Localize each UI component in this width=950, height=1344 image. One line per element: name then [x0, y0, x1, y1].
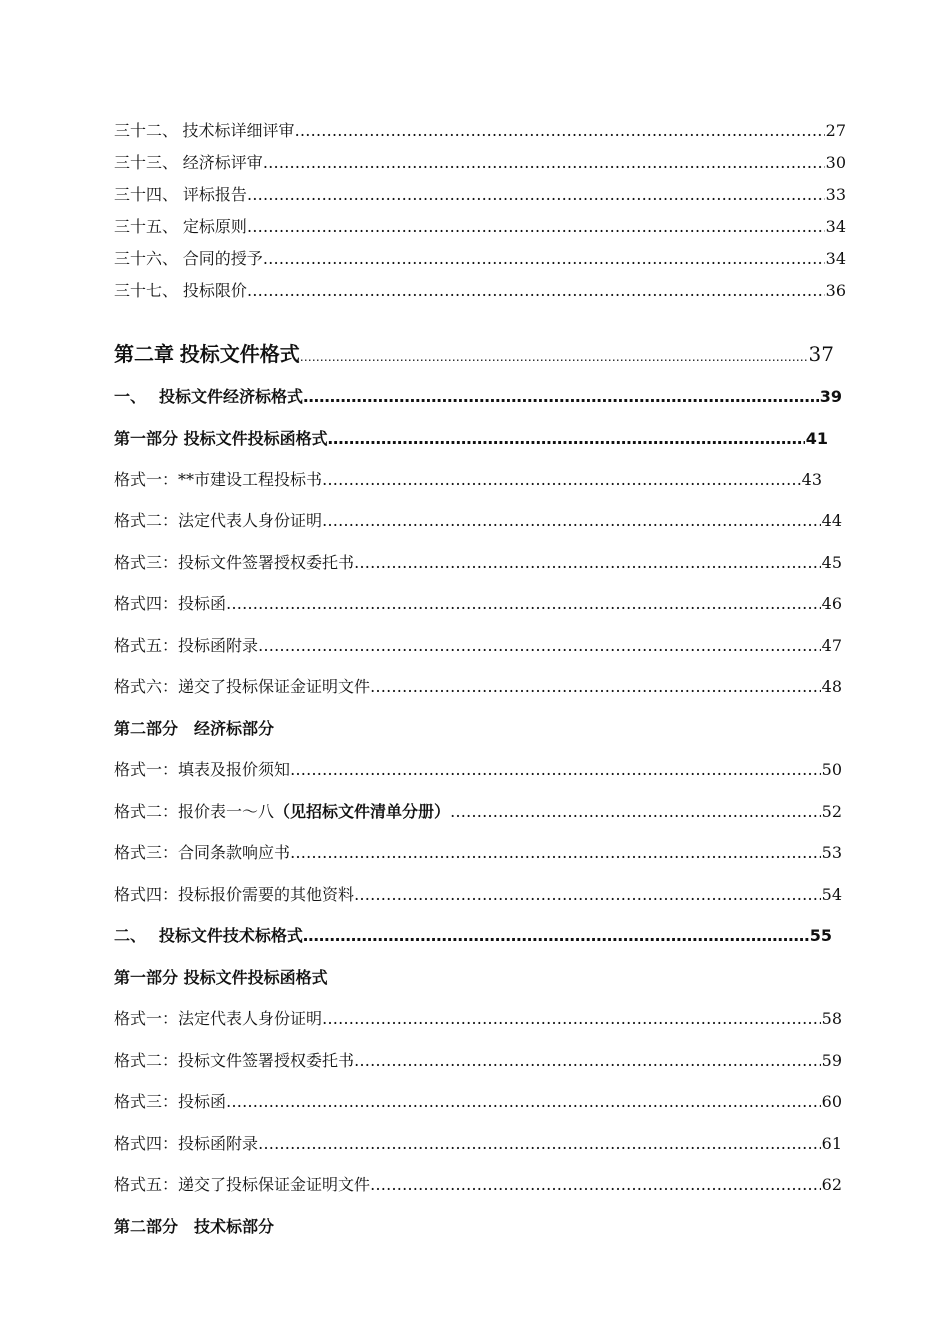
toc-number: 一、 [114, 387, 147, 406]
toc-title: 格式五：投标函附录 [114, 636, 259, 655]
toc-row[interactable] [114, 216, 846, 238]
toc-page-number: 41 [805, 429, 828, 448]
toc-row[interactable] [114, 884, 842, 906]
toc-row[interactable] [114, 593, 842, 615]
toc-title: 投标限价 [182, 281, 247, 300]
toc-title: 技术标详细评审 [182, 121, 295, 140]
toc-number: 三十四、 [114, 185, 179, 204]
toc-row[interactable] [114, 248, 846, 270]
toc-page-number: 36 [825, 281, 846, 300]
toc-page-number: 37 [808, 342, 834, 366]
toc-chapter-row[interactable] [114, 341, 834, 370]
toc-number: 三十五、 [114, 217, 179, 236]
toc-row[interactable] [114, 1174, 842, 1196]
toc-title: 格式一：法定代表人身份证明 [114, 1009, 323, 1028]
toc-title: 第二部分 经济标部分 [114, 719, 275, 738]
toc-page-number: 54 [821, 885, 842, 904]
toc-leader [263, 248, 825, 270]
toc-title: 投标文件技术标格式 [158, 926, 303, 945]
toc-part-row[interactable] [114, 1216, 514, 1238]
toc-row[interactable] [114, 152, 846, 174]
toc-page-number: 30 [825, 153, 846, 172]
toc-page-number: 50 [821, 760, 842, 779]
toc-title: 格式三：合同条款响应书 [114, 843, 291, 862]
toc-page-number: 39 [819, 387, 842, 406]
toc-row[interactable] [114, 1008, 842, 1030]
chapter-title: 投标文件格式 [179, 342, 300, 366]
toc-page-number: 46 [821, 594, 842, 613]
toc-title: 经济标评审 [182, 153, 263, 172]
toc-title: 格式六：递交了投标保证金证明文件 [114, 677, 371, 696]
toc-page-number: 62 [821, 1175, 842, 1194]
toc-number: 三十三、 [114, 153, 179, 172]
toc-title: 第一部分 投标文件投标函格式 [114, 968, 328, 987]
toc-leader [247, 280, 825, 302]
toc-leader [295, 120, 825, 142]
toc-leader [450, 801, 821, 823]
toc-page-number: 34 [825, 217, 846, 236]
toc-leader [322, 469, 801, 491]
toc-leader [328, 428, 805, 450]
toc-leader [354, 552, 821, 574]
toc-row[interactable] [114, 120, 846, 142]
toc-page-number: 59 [821, 1051, 842, 1070]
toc-page-number: 27 [825, 121, 846, 140]
toc-leader [258, 1133, 821, 1155]
toc-title: 格式三：投标函 [114, 1092, 227, 1111]
toc-row[interactable] [114, 184, 846, 206]
toc-page-number: 52 [821, 802, 842, 821]
toc-page-number: 60 [821, 1092, 842, 1111]
toc-leader [258, 635, 821, 657]
toc-leader [354, 884, 821, 906]
toc-title: 第一部分 投标文件投标函格式 [114, 429, 328, 448]
toc-title: 第二部分 技术标部分 [114, 1217, 275, 1236]
toc-leader [290, 842, 821, 864]
toc-title: 格式四：投标函附录 [114, 1134, 259, 1153]
toc-leader [247, 184, 825, 206]
toc-page-number: 48 [821, 677, 842, 696]
toc-leader [370, 676, 821, 698]
toc-row[interactable] [114, 1133, 842, 1155]
toc-title: 格式二：报价表一～八 [114, 802, 275, 821]
toc-leader [370, 1174, 821, 1196]
toc-page-number: 34 [825, 249, 846, 268]
toc-row[interactable] [114, 801, 842, 823]
toc-title: 格式一：**市建设工程投标书 [114, 470, 323, 489]
toc-row[interactable] [114, 635, 842, 657]
toc-part-row[interactable] [114, 967, 514, 989]
toc-number: 三十六、 [114, 249, 179, 268]
toc-part-row[interactable] [114, 428, 828, 450]
toc-leader [226, 593, 821, 615]
toc-leader [263, 152, 825, 174]
toc-leader [322, 510, 821, 532]
toc-title: 格式一：填表及报价须知 [114, 760, 291, 779]
toc-title: 格式二：投标文件签署授权委托书 [114, 1051, 355, 1070]
toc-number: 二、 [114, 926, 147, 945]
toc-page-number: 47 [821, 636, 842, 655]
toc-leader [322, 1008, 821, 1030]
toc-section-row[interactable] [114, 925, 832, 947]
toc-row[interactable] [114, 510, 842, 532]
toc-title: 格式五：递交了投标保证金证明文件 [114, 1175, 371, 1194]
toc-title-bold: （见招标文件清单分册） [274, 802, 451, 821]
toc-title: 格式二：法定代表人身份证明 [114, 511, 323, 530]
toc-number: 三十二、 [114, 121, 179, 140]
toc-leader [303, 925, 809, 947]
toc-title: 投标文件经济标格式 [159, 387, 304, 406]
toc-title: 格式三：投标文件签署授权委托书 [114, 553, 355, 572]
toc-row[interactable] [114, 280, 846, 302]
toc-leader [226, 1091, 821, 1113]
toc-row[interactable] [114, 759, 842, 781]
toc-title: 定标原则 [182, 217, 247, 236]
toc-row[interactable] [114, 469, 822, 491]
toc-row[interactable] [114, 676, 842, 698]
toc-leader [300, 344, 808, 370]
toc-title: 格式四：投标报价需要的其他资料 [114, 885, 355, 904]
toc-leader [247, 216, 825, 238]
toc-page-number: 53 [821, 843, 842, 862]
toc-section-row[interactable] [114, 386, 842, 408]
toc-leader [303, 386, 819, 408]
toc-row[interactable] [114, 842, 842, 864]
toc-page-number: 61 [821, 1134, 842, 1153]
toc-leader [290, 759, 821, 781]
toc-number: 三十七、 [114, 281, 179, 300]
toc-title: 评标报告 [182, 185, 247, 204]
toc-page-number: 44 [821, 511, 842, 530]
toc-page-number: 55 [809, 926, 832, 945]
toc-page-number: 45 [821, 553, 842, 572]
toc-page-number: 33 [825, 185, 846, 204]
toc-row[interactable] [114, 1050, 842, 1072]
toc-title: 格式四：投标函 [114, 594, 227, 613]
toc-title: 合同的授予 [182, 249, 263, 268]
toc-part-row[interactable] [114, 718, 514, 740]
toc-leader [354, 1050, 821, 1072]
toc-row[interactable] [114, 552, 842, 574]
toc-page-number: 58 [821, 1009, 842, 1028]
chapter-label: 第二章 [114, 342, 174, 366]
toc-page-number: 43 [801, 470, 822, 489]
toc-row[interactable] [114, 1091, 842, 1113]
